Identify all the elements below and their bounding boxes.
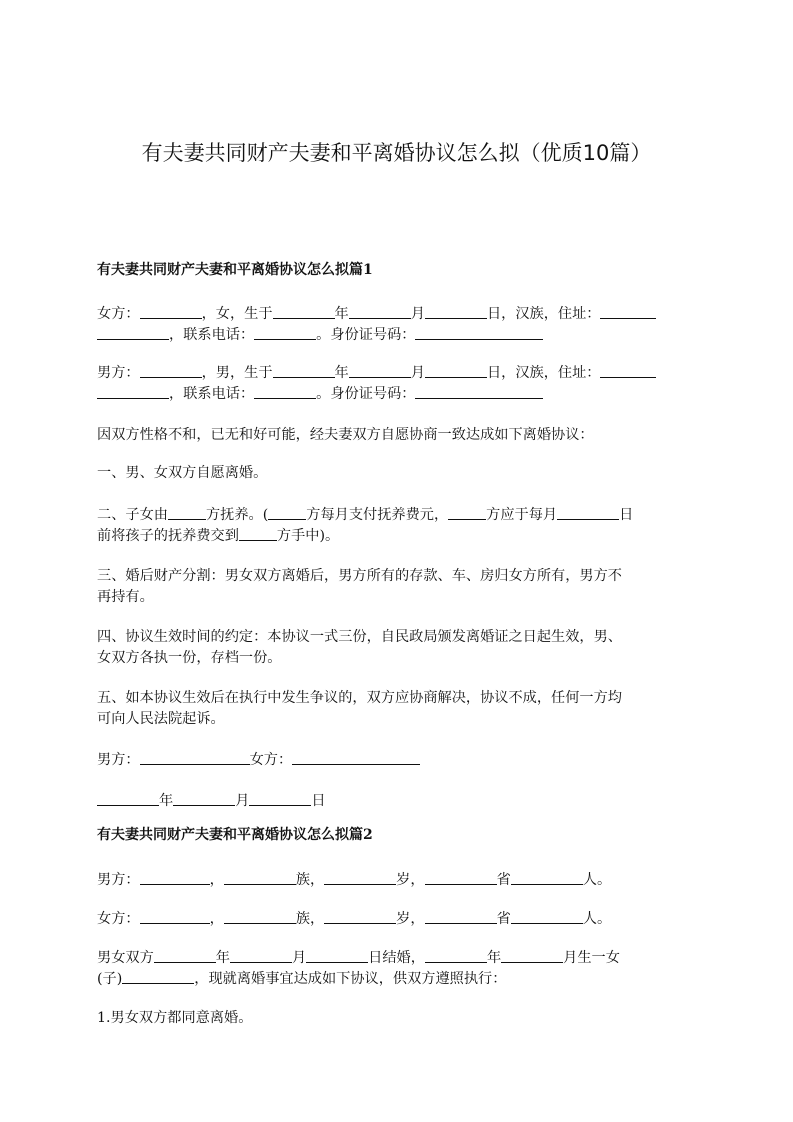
text: ， — [209, 911, 224, 927]
blank-field — [425, 908, 497, 924]
blank-field — [140, 362, 202, 378]
clause-2-line-1 — [97, 504, 697, 526]
blank-field — [557, 504, 619, 520]
blank-field — [140, 869, 210, 885]
blank-field — [425, 303, 487, 319]
text: 。身份证号码： — [316, 327, 416, 343]
blank-field — [600, 303, 656, 319]
woman-info-line — [97, 908, 697, 930]
date-line — [97, 790, 697, 812]
text: 方抚养。( — [205, 507, 269, 523]
blank-field — [140, 908, 210, 924]
blank-field — [97, 324, 169, 340]
text: 女方： — [97, 306, 140, 322]
text: 族， — [295, 911, 325, 927]
blank-field — [239, 525, 277, 541]
blank-field — [349, 303, 411, 319]
blank-field — [273, 362, 335, 378]
blank-field — [511, 869, 583, 885]
clause-5-line-2: 可向人民法院起诉。 — [97, 711, 225, 727]
blank-field — [511, 908, 583, 924]
text: 月 — [410, 365, 425, 381]
blank-field — [600, 362, 656, 378]
blank-field — [230, 947, 292, 963]
man-info-line-2 — [97, 383, 697, 405]
blank-field — [268, 504, 306, 520]
text: 女方： — [249, 752, 293, 768]
blank-field — [425, 947, 487, 963]
section-heading-2: 有夫妻共同财产夫妻和平离婚协议怎么拟篇2 — [97, 827, 373, 843]
blank-field — [97, 383, 169, 399]
woman-info-line-1 — [97, 303, 697, 325]
text: 方每月支付抚养费元， — [306, 507, 449, 523]
text: ，男，生于 — [201, 365, 273, 381]
blank-field — [224, 908, 296, 924]
blank-field — [249, 790, 311, 806]
text: 方手中)。 — [276, 528, 340, 544]
text: 月 — [410, 306, 425, 322]
clause-3-line-2: 再持有。 — [97, 589, 154, 605]
text: 日结婚， — [368, 950, 425, 966]
blank-field — [306, 947, 368, 963]
blank-field — [273, 303, 335, 319]
blank-field — [349, 362, 411, 378]
blank-field — [173, 790, 235, 806]
marriage-line-2 — [97, 968, 697, 990]
blank-field — [501, 947, 563, 963]
blank-field — [425, 362, 487, 378]
intro-paragraph: 因双方性格不和，已无和好可能，经夫妻双方自愿协商一致达成如下离婚协议： — [97, 427, 594, 443]
text: (子) — [97, 971, 123, 987]
clause-4-line-2: 女双方各执一份，存档一份。 — [97, 650, 282, 666]
blank-field — [168, 504, 206, 520]
text: 女方： — [97, 911, 140, 927]
blank-field — [254, 383, 316, 399]
blank-field — [224, 869, 296, 885]
text: ， — [209, 872, 224, 888]
text: 男方： — [97, 872, 140, 888]
text: 日，汉族，住址： — [486, 365, 601, 381]
text: 月 — [235, 793, 250, 809]
text: 年 — [334, 306, 349, 322]
clause-2-line-2 — [97, 525, 697, 547]
blank-field — [154, 947, 216, 963]
clause-3-line-1: 三、婚后财产分割：男女双方离婚后，男方所有的存款、车、房归女方所有，男方不 — [97, 568, 622, 584]
text: 日 — [311, 793, 326, 809]
text: 年 — [159, 793, 174, 809]
blank-field — [324, 869, 396, 885]
blank-field — [122, 968, 194, 984]
document-title: 有夫妻共同财产夫妻和平离婚协议怎么拟（优质10篇） — [141, 141, 652, 165]
text: 人。 — [582, 911, 612, 927]
text: 人。 — [582, 872, 612, 888]
clause-4-line-1: 四、协议生效时间的约定：本协议一式三份，自民政局颁发离婚证之日起生效，男、 — [97, 629, 622, 645]
blank-field — [140, 749, 250, 765]
signature-line — [97, 749, 697, 771]
text: ，联系电话： — [169, 327, 255, 343]
woman-info-line-2 — [97, 324, 697, 346]
text: 男方： — [97, 752, 140, 768]
text: ，现就离婚事宜达成如下协议，供双方遵照执行： — [194, 971, 507, 987]
text: 男方： — [97, 365, 140, 381]
text: 省 — [496, 872, 511, 888]
text: 岁， — [396, 872, 425, 888]
blank-field — [292, 749, 420, 765]
text: 男女双方 — [97, 950, 154, 966]
marriage-line-1 — [97, 947, 697, 969]
text: 日 — [619, 507, 634, 523]
text: 方应于每月 — [486, 507, 558, 523]
blank-field — [324, 908, 396, 924]
blank-field — [448, 504, 486, 520]
blank-field — [415, 324, 543, 340]
text: 。身份证号码： — [316, 386, 416, 402]
text: 年 — [215, 950, 230, 966]
text: 年 — [486, 950, 502, 966]
text: 族， — [295, 872, 325, 888]
text: 二、子女由 — [97, 507, 168, 523]
text: ，联系电话： — [169, 386, 255, 402]
text: 前将孩子的抚养费交到 — [97, 528, 239, 544]
man-info-line — [97, 869, 697, 891]
blank-field — [254, 324, 316, 340]
section-heading-1: 有夫妻共同财产夫妻和平离婚协议怎么拟篇1 — [97, 262, 373, 278]
blank-field — [425, 869, 497, 885]
blank-field — [140, 303, 202, 319]
text: 日，汉族，住址： — [486, 306, 601, 322]
text: 月生一女 — [563, 950, 620, 966]
text: 年 — [334, 365, 349, 381]
text: 岁， — [396, 911, 425, 927]
blank-field — [415, 383, 543, 399]
text: ，女，生于 — [201, 306, 273, 322]
man-info-line-1 — [97, 362, 697, 384]
clause-5-line-1: 五、如本协议生效后在执行中发生争议的，双方应协商解决，协议不成，任何一方均 — [97, 690, 622, 706]
clause-1: 1.男女双方都同意离婚。 — [97, 1010, 253, 1026]
text: 月 — [291, 950, 307, 966]
text: 省 — [496, 911, 511, 927]
blank-field — [97, 790, 159, 806]
clause-1: 一、男、女双方自愿离婚。 — [97, 465, 268, 481]
